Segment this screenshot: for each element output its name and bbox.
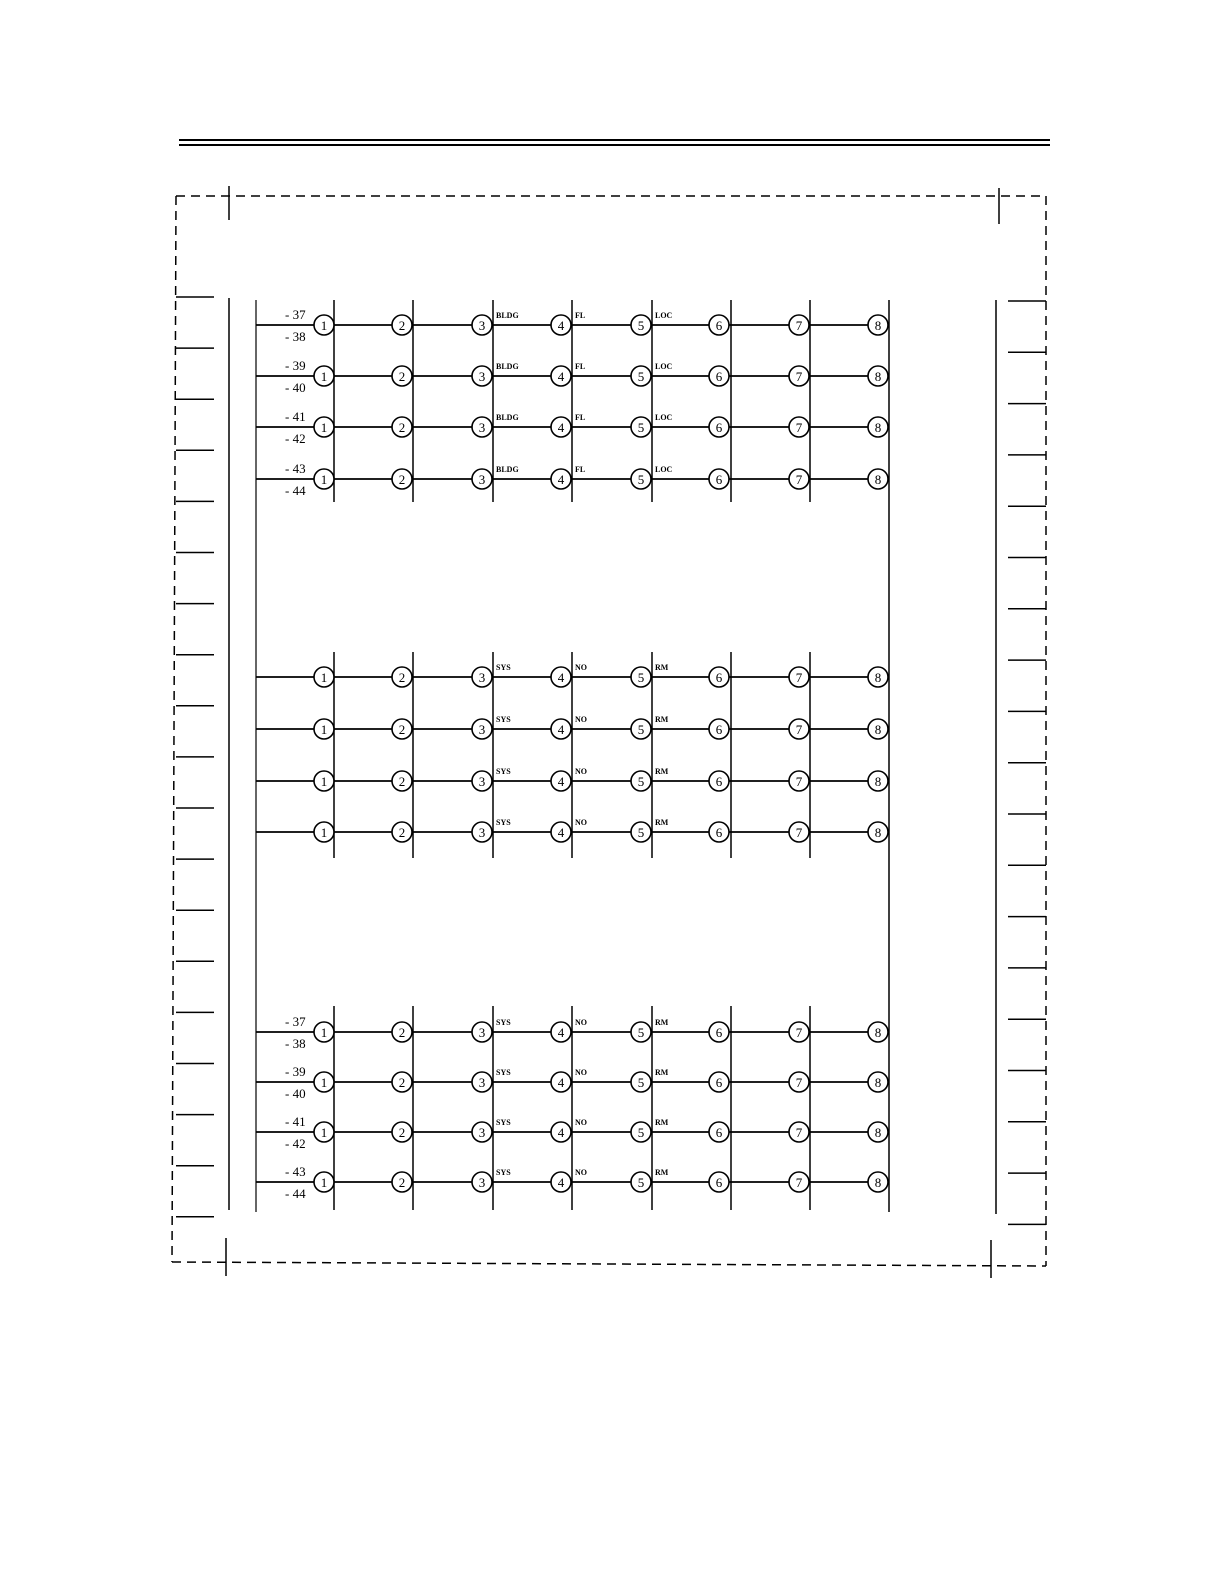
node-number: 7 bbox=[795, 318, 803, 333]
node-number: 3 bbox=[478, 420, 486, 435]
field-label: RM bbox=[655, 1068, 669, 1077]
node-number: 4 bbox=[557, 472, 565, 487]
node-number: 8 bbox=[874, 722, 882, 737]
node-number: 8 bbox=[874, 472, 882, 487]
node-number: 2 bbox=[398, 318, 406, 333]
field-label: RM bbox=[655, 663, 669, 672]
node-number: 4 bbox=[557, 825, 565, 840]
node-number: 3 bbox=[478, 369, 486, 384]
node-number: 2 bbox=[398, 825, 406, 840]
field-label: SYS bbox=[496, 1118, 511, 1127]
node-number: 4 bbox=[557, 1025, 565, 1040]
pin-label: - 44 bbox=[285, 1186, 306, 1201]
field-label: FL bbox=[575, 413, 586, 422]
node-number: 5 bbox=[637, 1025, 645, 1040]
node-number: 1 bbox=[320, 1025, 328, 1040]
node-number: 5 bbox=[637, 825, 645, 840]
field-label: LOC bbox=[655, 465, 673, 474]
field-label: BLDG bbox=[496, 311, 519, 320]
node-number: 7 bbox=[795, 1075, 803, 1090]
node-number: 6 bbox=[715, 722, 723, 737]
pin-label: - 38 bbox=[285, 1036, 306, 1051]
pin-label: - 38 bbox=[285, 329, 306, 344]
node-number: 2 bbox=[398, 472, 406, 487]
node-number: 8 bbox=[874, 369, 882, 384]
field-label: FL bbox=[575, 311, 586, 320]
node-number: 3 bbox=[478, 774, 486, 789]
field-label: NO bbox=[575, 818, 587, 827]
node-number: 3 bbox=[478, 1125, 486, 1140]
field-label: SYS bbox=[496, 1068, 511, 1077]
node-number: 5 bbox=[637, 1175, 645, 1190]
pin-label: - 41 bbox=[285, 409, 306, 424]
node-number: 1 bbox=[320, 472, 328, 487]
pin-label: - 40 bbox=[285, 1086, 306, 1101]
node-number: 7 bbox=[795, 1175, 803, 1190]
node-number: 7 bbox=[795, 774, 803, 789]
node-number: 5 bbox=[637, 670, 645, 685]
node-number: 7 bbox=[795, 1025, 803, 1040]
node-number: 6 bbox=[715, 318, 723, 333]
node-number: 1 bbox=[320, 318, 328, 333]
node-number: 2 bbox=[398, 1025, 406, 1040]
field-label: BLDG bbox=[496, 413, 519, 422]
field-label: NO bbox=[575, 767, 587, 776]
field-label: NO bbox=[575, 663, 587, 672]
node-number: 6 bbox=[715, 1175, 723, 1190]
field-label: RM bbox=[655, 818, 669, 827]
node-number: 7 bbox=[795, 670, 803, 685]
border-dashed-bottom bbox=[172, 1262, 1046, 1266]
node-number: 3 bbox=[478, 318, 486, 333]
node-number: 7 bbox=[795, 825, 803, 840]
node-number: 1 bbox=[320, 722, 328, 737]
diagram-sections bbox=[256, 300, 888, 1210]
node-number: 6 bbox=[715, 1075, 723, 1090]
field-label: FL bbox=[575, 465, 586, 474]
field-label: SYS bbox=[496, 818, 511, 827]
node-number: 1 bbox=[320, 420, 328, 435]
node-number: 3 bbox=[478, 472, 486, 487]
node-number: 3 bbox=[478, 670, 486, 685]
node-number: 3 bbox=[478, 1175, 486, 1190]
node-number: 4 bbox=[557, 722, 565, 737]
field-label: NO bbox=[575, 1168, 587, 1177]
node-number: 6 bbox=[715, 774, 723, 789]
node-number: 2 bbox=[398, 369, 406, 384]
node-number: 6 bbox=[715, 825, 723, 840]
node-number: 5 bbox=[637, 472, 645, 487]
node-number: 2 bbox=[398, 774, 406, 789]
node-number: 2 bbox=[398, 670, 406, 685]
node-number: 6 bbox=[715, 670, 723, 685]
node-number: 1 bbox=[320, 1075, 328, 1090]
node-number: 4 bbox=[557, 1125, 565, 1140]
field-label: RM bbox=[655, 767, 669, 776]
field-label: SYS bbox=[496, 767, 511, 776]
node-number: 8 bbox=[874, 825, 882, 840]
pin-label: - 42 bbox=[285, 1136, 306, 1151]
node-number: 4 bbox=[557, 369, 565, 384]
field-label: SYS bbox=[496, 1018, 511, 1027]
node-number: 4 bbox=[557, 420, 565, 435]
node-number: 6 bbox=[715, 472, 723, 487]
node-number: 7 bbox=[795, 1125, 803, 1140]
node-number: 7 bbox=[795, 420, 803, 435]
node-number: 5 bbox=[637, 1075, 645, 1090]
node-number: 3 bbox=[478, 722, 486, 737]
pin-label: - 39 bbox=[285, 1064, 306, 1079]
node-number: 5 bbox=[637, 774, 645, 789]
node-number: 1 bbox=[320, 774, 328, 789]
field-label: SYS bbox=[496, 663, 511, 672]
node-number: 1 bbox=[320, 1175, 328, 1190]
node-number: 5 bbox=[637, 369, 645, 384]
node-number: 8 bbox=[874, 1075, 882, 1090]
node-number: 6 bbox=[715, 369, 723, 384]
node-number: 6 bbox=[715, 1025, 723, 1040]
node-number: 2 bbox=[398, 1125, 406, 1140]
field-label: BLDG bbox=[496, 465, 519, 474]
node-number: 3 bbox=[478, 825, 486, 840]
border-dashed-left bbox=[172, 196, 176, 1262]
node-number: 4 bbox=[557, 670, 565, 685]
pin-label: - 41 bbox=[285, 1114, 306, 1129]
pin-label: - 37 bbox=[285, 307, 306, 322]
field-label: LOC bbox=[655, 311, 673, 320]
section-top bbox=[256, 300, 888, 502]
node-number: 5 bbox=[637, 722, 645, 737]
node-number: 7 bbox=[795, 472, 803, 487]
node-number: 8 bbox=[874, 1125, 882, 1140]
node-number: 8 bbox=[874, 420, 882, 435]
node-number: 5 bbox=[637, 318, 645, 333]
field-label: NO bbox=[575, 1068, 587, 1077]
field-label: RM bbox=[655, 1018, 669, 1027]
pin-label: - 40 bbox=[285, 380, 306, 395]
pin-label: - 43 bbox=[285, 1164, 306, 1179]
field-label: LOC bbox=[655, 362, 673, 371]
node-number: 4 bbox=[557, 1075, 565, 1090]
field-label: NO bbox=[575, 1018, 587, 1027]
node-number: 5 bbox=[637, 420, 645, 435]
node-number: 6 bbox=[715, 420, 723, 435]
node-number: 2 bbox=[398, 420, 406, 435]
field-label: FL bbox=[575, 362, 586, 371]
node-number: 7 bbox=[795, 369, 803, 384]
node-number: 2 bbox=[398, 1175, 406, 1190]
pin-label: - 43 bbox=[285, 461, 306, 476]
node-number: 8 bbox=[874, 670, 882, 685]
field-label: SYS bbox=[496, 715, 511, 724]
node-number: 1 bbox=[320, 1125, 328, 1140]
node-number: 8 bbox=[874, 774, 882, 789]
node-number: 4 bbox=[557, 1175, 565, 1190]
node-number: 7 bbox=[795, 722, 803, 737]
pin-label: - 44 bbox=[285, 483, 306, 498]
field-label: RM bbox=[655, 1168, 669, 1177]
section-middle bbox=[256, 652, 888, 858]
field-label: NO bbox=[575, 715, 587, 724]
node-number: 1 bbox=[320, 369, 328, 384]
node-number: 3 bbox=[478, 1075, 486, 1090]
node-number: 4 bbox=[557, 318, 565, 333]
node-number: 3 bbox=[478, 1025, 486, 1040]
field-label: RM bbox=[655, 715, 669, 724]
node-number: 2 bbox=[398, 1075, 406, 1090]
field-label: LOC bbox=[655, 413, 673, 422]
pin-label: - 39 bbox=[285, 358, 306, 373]
node-number: 8 bbox=[874, 1175, 882, 1190]
field-label: BLDG bbox=[496, 362, 519, 371]
pin-label: - 37 bbox=[285, 1014, 306, 1029]
node-number: 1 bbox=[320, 670, 328, 685]
section-bottom bbox=[256, 1006, 888, 1210]
node-number: 4 bbox=[557, 774, 565, 789]
node-number: 5 bbox=[637, 1125, 645, 1140]
field-label: NO bbox=[575, 1118, 587, 1127]
field-label: SYS bbox=[496, 1168, 511, 1177]
node-number: 2 bbox=[398, 722, 406, 737]
node-number: 8 bbox=[874, 318, 882, 333]
node-number: 8 bbox=[874, 1025, 882, 1040]
pin-label: - 42 bbox=[285, 431, 306, 446]
node-number: 6 bbox=[715, 1125, 723, 1140]
node-number: 1 bbox=[320, 825, 328, 840]
field-label: RM bbox=[655, 1118, 669, 1127]
